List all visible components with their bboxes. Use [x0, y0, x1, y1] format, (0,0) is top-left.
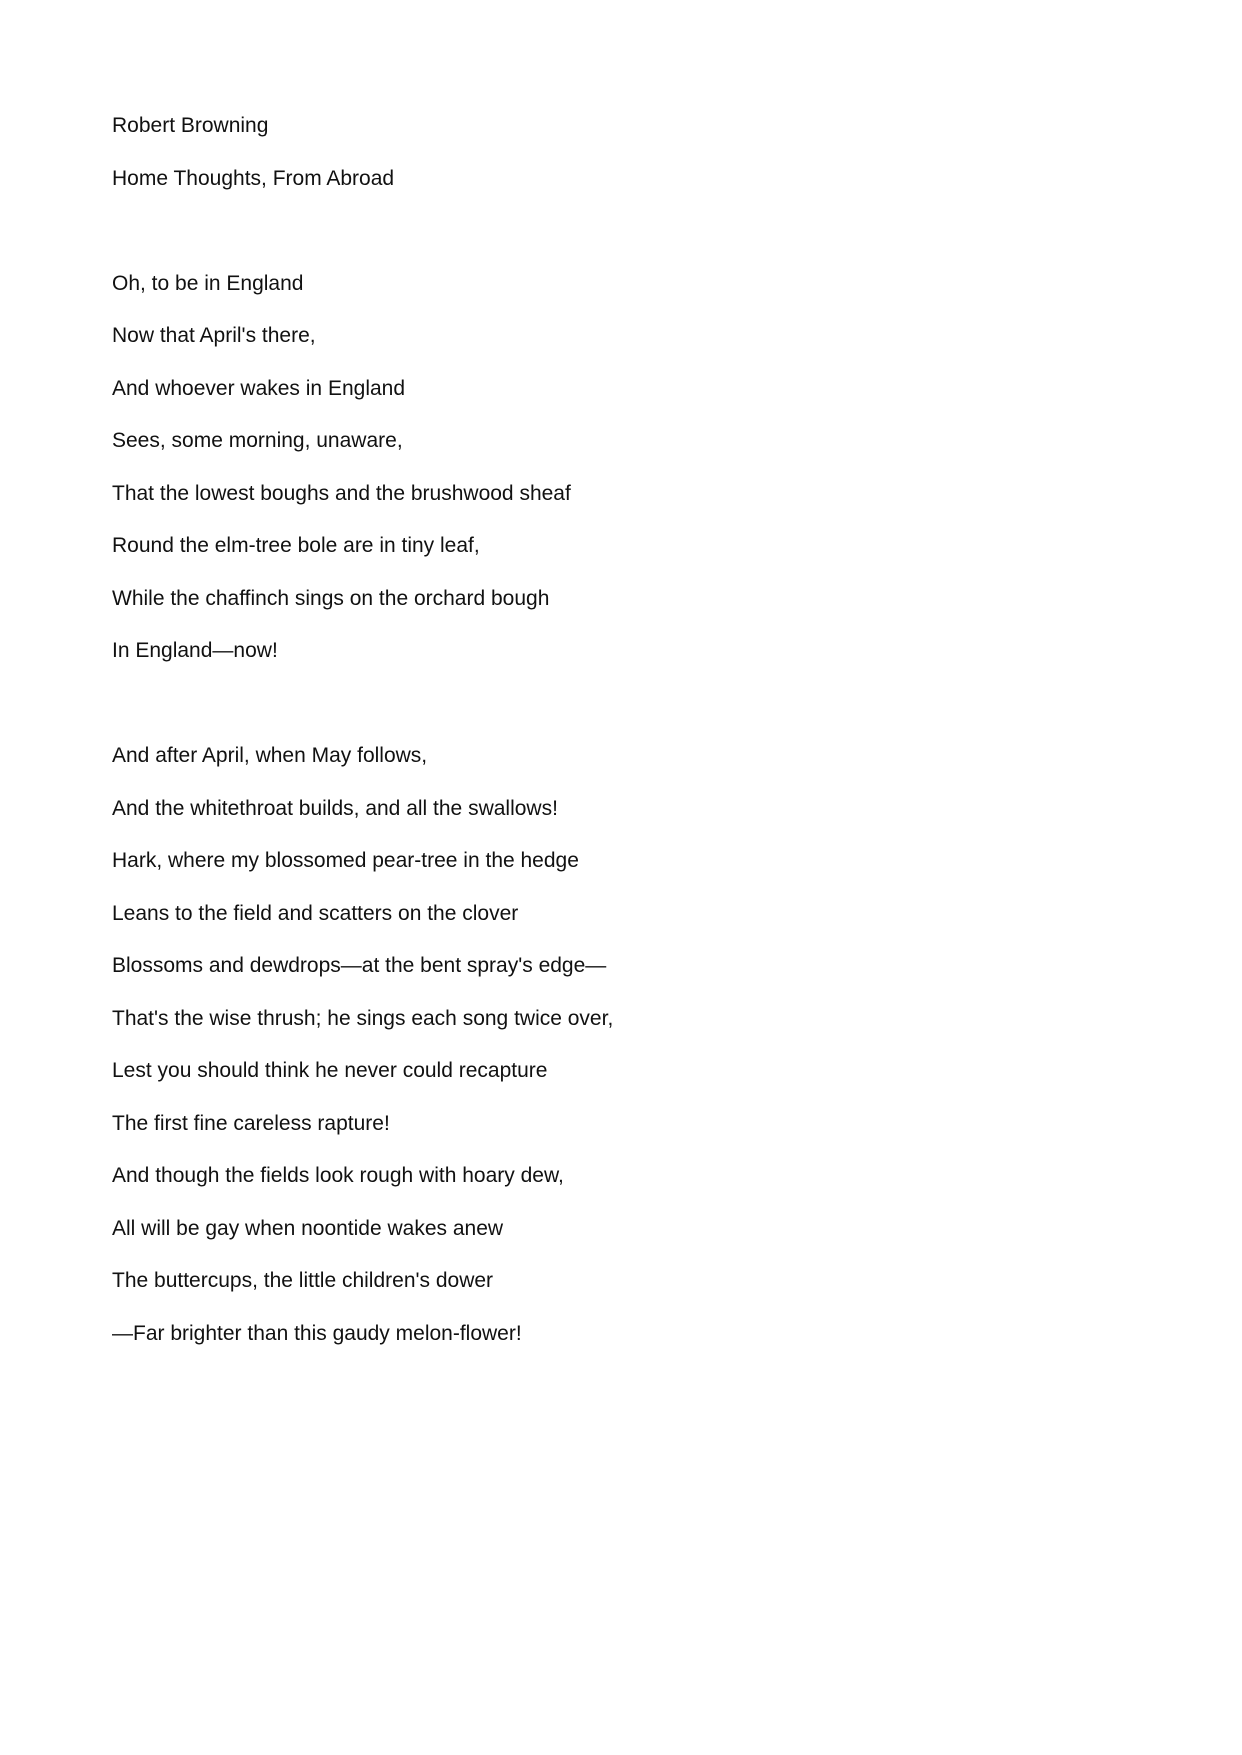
poem-line: Lest you should think he never could recapture [112, 1059, 548, 1082]
poem-line: Hark, where my blossomed pear-tree in the hedge [112, 849, 579, 872]
stanza-1 [112, 267, 1112, 669]
poem-line: The first fine careless rapture! [112, 1111, 390, 1135]
poem-line: Now that April's there, [112, 324, 316, 347]
author-name: Robert Browning [112, 114, 269, 137]
poem-line: And whoever wakes in England [112, 376, 406, 400]
poem-line: And after April, when May follows, [112, 744, 428, 767]
poem-line: While the chaffinch sings on the orchard bough [112, 586, 550, 610]
poem-line: The buttercups, the little children's dower [112, 1269, 494, 1292]
poem-line: And though the fields look rough with hoary dew, [112, 1164, 564, 1187]
poem-line: That the lowest boughs and the brushwood sheaf [112, 481, 571, 505]
poem-line: In England—now! [112, 639, 278, 662]
poem-line: Leans to the field and scatters on the clover [112, 901, 519, 925]
poem-line: Blossoms and dewdrops—at the bent spray's edge— [112, 954, 607, 977]
poem-line: Sees, some morning, unaware, [112, 429, 403, 452]
poem-line: That's the wise thrush; he sings each song twice over, [112, 1006, 614, 1030]
poem-line: Round the elm-tree bole are in tiny leaf, [112, 534, 480, 557]
poem-line: Oh, to be in England [112, 271, 304, 295]
poem-line: And the whitethroat builds, and all the swallows! [112, 796, 558, 820]
document-body [112, 109, 1112, 1369]
spacer [112, 214, 1112, 267]
poem-line: —Far brighter than this gaudy melon-flower! [112, 1321, 522, 1345]
stanza-2 [112, 739, 1112, 1351]
spacer [112, 687, 1112, 740]
poem-title: Home Thoughts, From Abroad [112, 166, 395, 190]
poem-line: All will be gay when noontide wakes anew [112, 1216, 504, 1240]
